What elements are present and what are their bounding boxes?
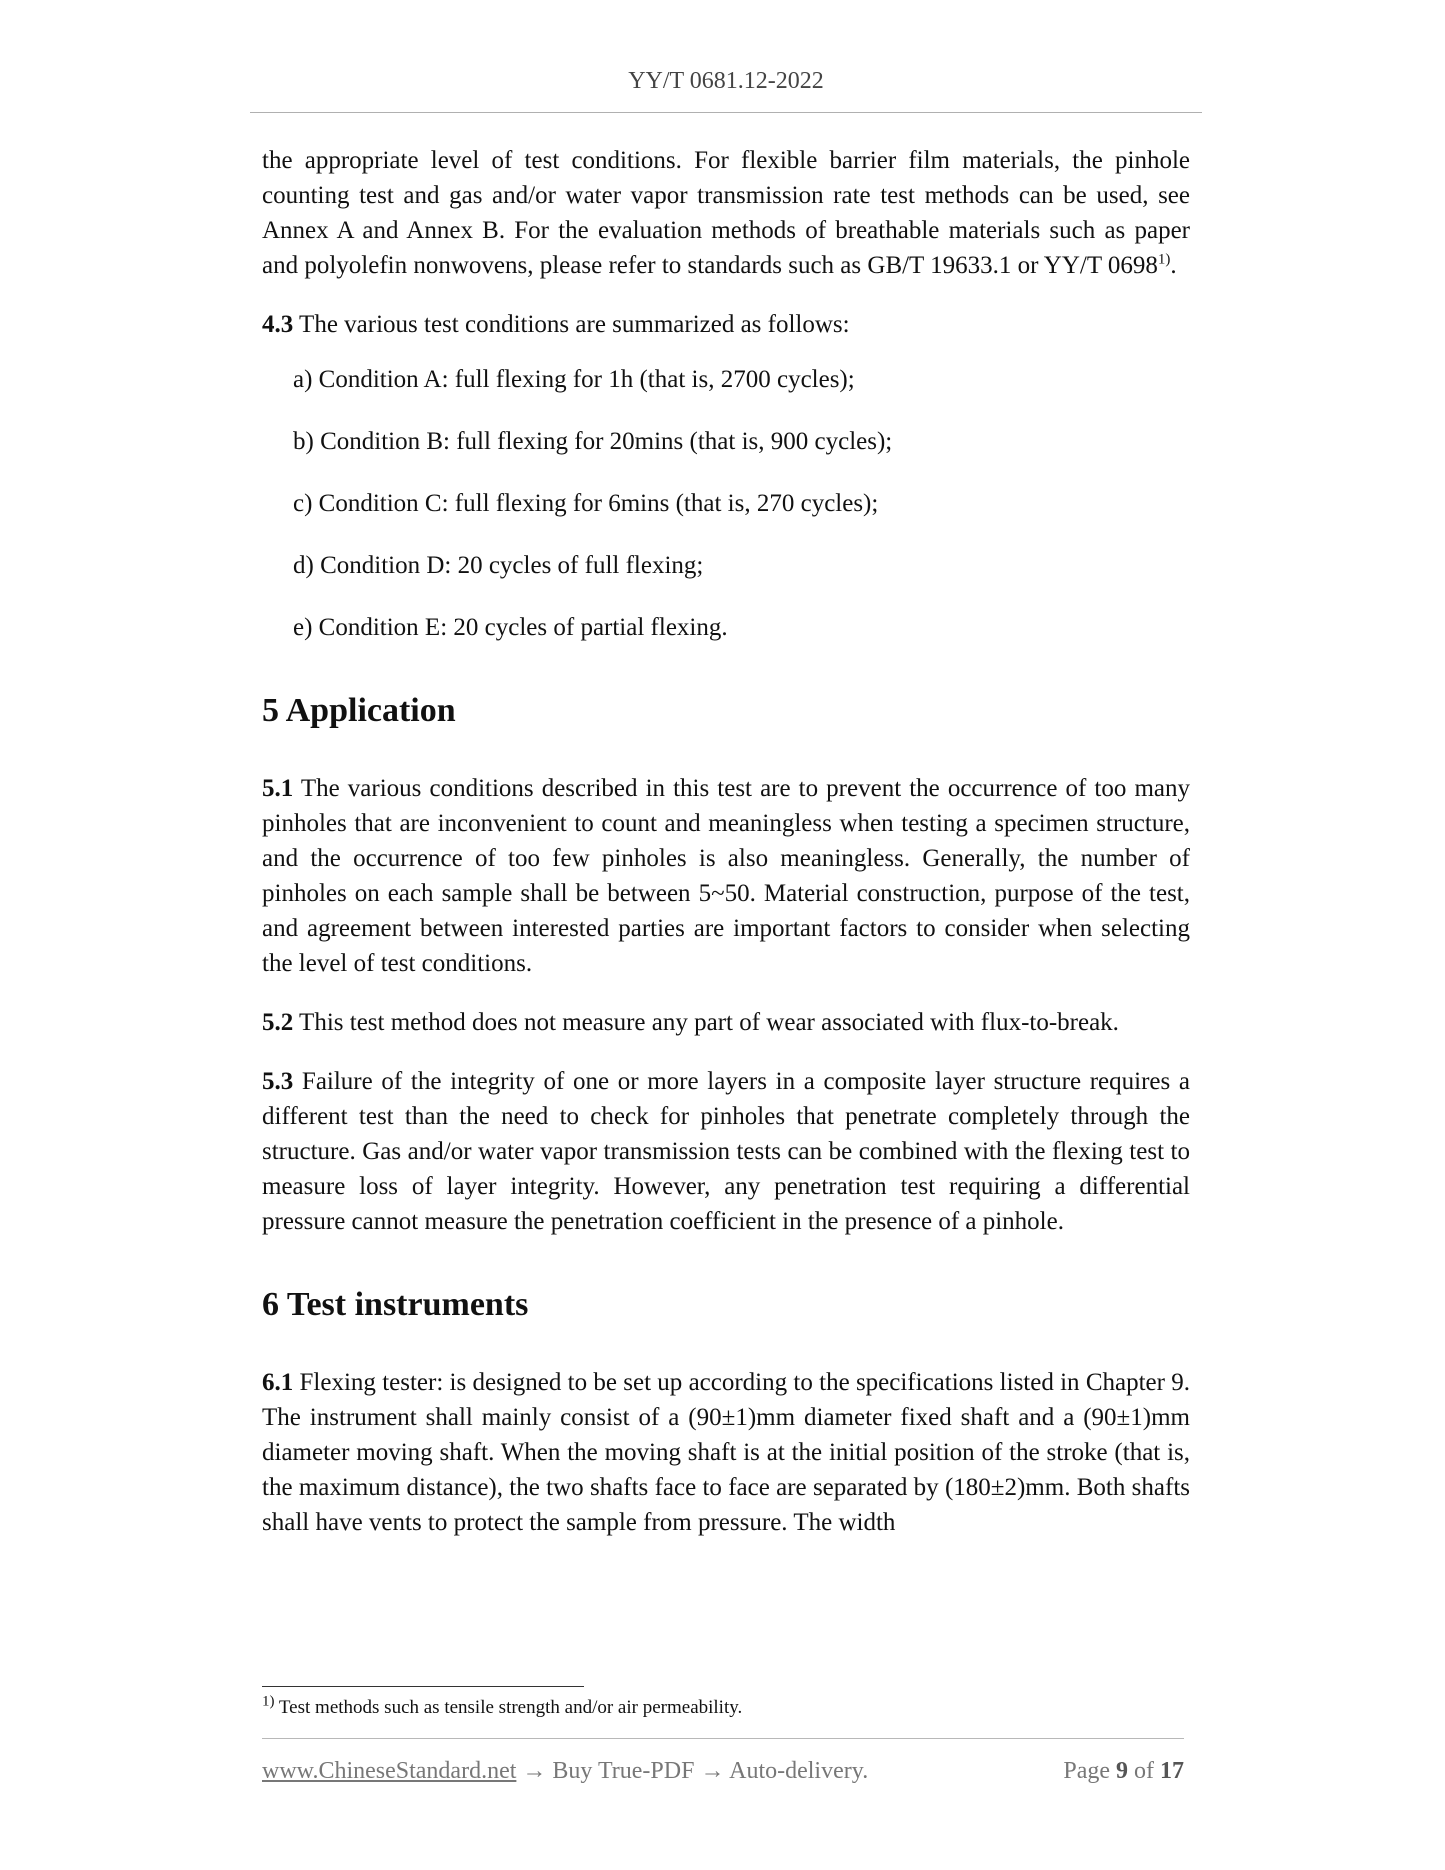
clause-text: The various conditions described in this test are to prevent the occurrence of too many pinholes that are inconvenient to count and meaningless when testing a specimen structure, and the occurrence of too few pinholes is also meaningless. Generally, the number of pinholes on each sample shall be between 5~50. Material construction, purpose of the test, and agreement between interested parties are important factors to consider when selecting the level of test conditions.: [262, 775, 1190, 977]
clause-text: The various test conditions are summarized as follows:: [293, 311, 850, 338]
intro-text: the appropriate level of test conditions. For flexible barrier film materials, the pinhole counting test and gas and/or water vapor transmission rate test methods can be used, see Annex A and Annex B. For the evaluation methods of breathable materials such as paper and polyolefin nonwovens, please refer to standards such as GB/T 19633.1 or YY/T 0698: [262, 147, 1190, 279]
header-divider: [250, 112, 1202, 113]
page-footer: [262, 1758, 1184, 1790]
clause-4-3: [262, 307, 1190, 342]
footnote-text: Test methods such as tensile strength and/or air permeability.: [274, 1697, 743, 1718]
clause-text: Flexing tester: is designed to be set up according to the specifications listed in Chapter 9. The instrument shall mainly consist of a (90±1)mm diameter fixed shaft and a (90±1)mm diameter moving shaft. When the moving shaft is at the initial position of the stroke (that is, the maximum distance), the two shafts face to face are separated by (180±2)mm. Both shafts shall have vents to protect the sample from pressure. The width: [262, 1369, 1190, 1536]
footnote-reference[interactable]: 1): [1157, 251, 1171, 268]
footer-promo: [262, 1758, 868, 1785]
footnote: [262, 1693, 743, 1719]
condition-list-item: a) Condition A: full flexing for 1h (that is, 2700 cycles);: [293, 366, 855, 393]
clause-5-1: [262, 771, 1190, 981]
clause-6-1: [262, 1365, 1190, 1540]
footnote-marker: 1): [262, 1693, 275, 1710]
clause-number: 4.3: [262, 311, 294, 338]
condition-list-item: c) Condition C: full flexing for 6mins (that is, 270 cycles);: [293, 490, 879, 517]
clause-5-3: [262, 1064, 1190, 1239]
clause-text: This test method does not measure any part of wear associated with flux-to-break.: [293, 1009, 1119, 1036]
section-heading: 5 Application: [262, 692, 456, 729]
condition-list-item: d) Condition D: 20 cycles of full flexing;: [293, 552, 704, 579]
condition-list-item: b) Condition B: full flexing for 20mins (that is, 900 cycles);: [293, 428, 893, 455]
total-pages: 17: [1160, 1758, 1184, 1784]
clause-number: 5.3: [262, 1068, 294, 1095]
current-page: 9: [1116, 1758, 1128, 1784]
clause-number: 6.1: [262, 1369, 294, 1396]
clause-number: 5.2: [262, 1009, 294, 1036]
page-indicator: Page 9 of 17: [1063, 1758, 1184, 1784]
intro-paragraph: the appropriate level of test conditions. For flexible barrier film materials, the pinhole counting test and gas and/or water vapor transmission rate test methods can be used, see Annex A and Annex B. For the evaluation methods of breathable materials such as paper and polyolefin nonwovens, please refer to standards such as GB/T 19633.1 or YY/T 0698$^{1)}$.: [262, 147, 1190, 279]
clause-5-2: [262, 1005, 1190, 1040]
page-content: [262, 143, 1190, 1564]
clause-number: 5.1: [262, 775, 294, 802]
document-header: YY/T 0681.12-2022: [628, 68, 824, 94]
clause-text: Failure of the integrity of one or more layers in a composite layer structure requires a different test than the need to check for pinholes that penetrate completely through the structure. Gas and/or water vapor transmission tests can be combined with the flexing test to measure loss of layer integrity. However, any penetration test requiring a differential pressure cannot measure the penetration coefficient in the presence of a pinhole.: [262, 1068, 1190, 1235]
condition-list-item: e) Condition E: 20 cycles of partial flexing.: [293, 614, 728, 641]
section-heading: 6 Test instruments: [262, 1286, 529, 1323]
footer-divider: [262, 1738, 1184, 1739]
website-link[interactable]: www.ChineseStandard.net: [262, 1758, 517, 1784]
footnote-divider: [262, 1686, 584, 1687]
footer-tagline: → Buy True-PDF → Auto-delivery.: [516, 1758, 869, 1784]
